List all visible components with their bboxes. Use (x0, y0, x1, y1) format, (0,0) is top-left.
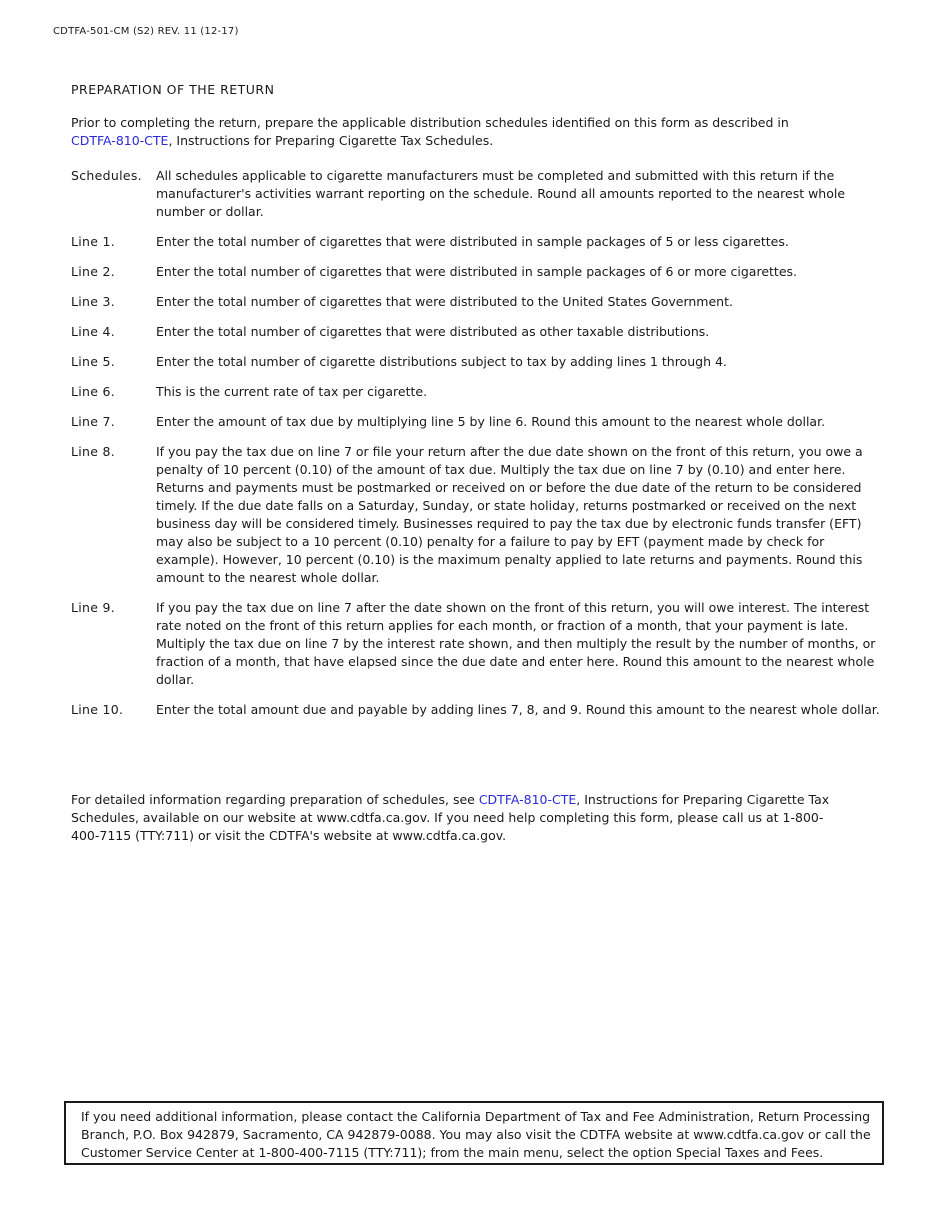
instruction-line-4 (71, 323, 881, 341)
instruction-text: This is the current rate of tax per cigarette. (156, 384, 428, 399)
instructions-list (71, 167, 881, 731)
intro-text-end: , Instructions for Preparing Cigarette Tax Schedules. (168, 133, 494, 148)
instruction-schedules (71, 167, 881, 221)
instruction-text: Enter the total number of cigarette distributions subject to tax by adding lines 1 through 4. (156, 354, 727, 369)
instruction-line-6 (71, 383, 881, 401)
intro-paragraph (71, 114, 831, 150)
instruction-label: Line 10. (71, 702, 124, 717)
instruction-label: Line 6. (71, 384, 116, 399)
footer-info-text: For detailed information regarding preparation of schedules, see (71, 792, 479, 807)
instruction-line-10 (71, 701, 881, 719)
instruction-line-1 (71, 233, 881, 251)
instruction-line-8 (71, 443, 881, 587)
section-title: PREPARATION OF THE RETURN (71, 82, 275, 97)
instruction-label: Line 7. (71, 414, 116, 429)
instruction-line-3 (71, 293, 881, 311)
footer-info-paragraph (71, 791, 851, 845)
intro-text: Prior to completing the return, prepare the applicable distribution schedules identified on this form as described in (71, 115, 789, 130)
instruction-line-9 (71, 599, 881, 689)
cdtfa-810-cte-link[interactable]: CDTFA-810-CTE (478, 792, 577, 807)
instruction-text: Enter the total number of cigarettes that were distributed in sample packages of 6 or more cigarettes. (156, 264, 797, 279)
instruction-label: Line 1. (71, 234, 116, 249)
footer-info-text-end: , Instructions for Preparing Cigarette Tax Schedules, available on our website at www.cdtfa.ca.gov. If you need help completing this form, please call us at 1-800-400-7115 (TTY:711) or visit the CDTFA's website at www.cdtfa.ca.gov. (71, 792, 830, 843)
cdtfa-810-cte-link[interactable]: CDTFA-810-CTE (71, 133, 169, 148)
instruction-label: Line 4. (71, 324, 116, 339)
instruction-label: Line 9. (71, 600, 116, 615)
instruction-label: Schedules. (71, 168, 142, 183)
instruction-text: All schedules applicable to cigarette manufacturers must be completed and submitted with this return if the manufacturer's activities warrant reporting on the schedule. Round all amounts reported to the nearest whole number or dollar. (156, 168, 846, 219)
instruction-text: If you pay the tax due on line 7 or file your return after the due date shown on the front of this return, you owe a penalty of 10 percent (0.10) of the amount of tax due. Multiply the tax due on line 7 by (0.10) and enter here. Returns and payments must be postmarked or received on or before the due date of the return to be considered timely. If the due date falls on a Saturday, Sunday, or state holiday, returns postmarked or received on the next business day will be considered timely. Businesses required to pay the tax due by electronic funds transfer (EFT) may also be subject to a 10 percent (0.10) penalty for a failure to pay by EFT (payment made by check for example). However, 10 percent (0.10) is the maximum penalty applied to late returns and payments. Round this amount to the nearest whole dollar. (156, 444, 863, 585)
contact-info-text: If you need additional information, please contact the California Department of Tax and Fee Administration, Return Processing Branch, P.O. Box 942879, Sacramento, CA 942879-0088. You may also visit the CDTFA website at www.cdtfa.ca.gov or call the Customer Service Center at 1-800-400-7115 (TTY:711); from the main menu, select the option Special Taxes and Fees. (81, 1109, 871, 1160)
instruction-label: Line 2. (71, 264, 116, 279)
form-id: CDTFA-501-CM (S2) REV. 11 (12-17) (53, 26, 239, 37)
instruction-text: Enter the total number of cigarettes that were distributed as other taxable distributions. (156, 324, 710, 339)
instruction-text: If you pay the tax due on line 7 after the date shown on the front of this return, you will owe interest. The interest rate noted on the front of this return applies for each month, or fraction of a month, that your payment is late. Multiply the tax due on line 7 by the interest rate shown, and then multiply the result by the number of months, or fraction of a month, that have elapsed since the due date and enter here. Round this amount to the nearest whole dollar. (156, 600, 876, 687)
contact-info-box (64, 1101, 884, 1165)
instruction-label: Line 3. (71, 294, 116, 309)
instruction-text: Enter the amount of tax due by multiplying line 5 by line 6. Round this amount to the nearest whole dollar. (156, 414, 826, 429)
instruction-label: Line 5. (71, 354, 116, 369)
instruction-text: Enter the total number of cigarettes that were distributed in sample packages of 5 or less cigarettes. (156, 234, 789, 249)
instruction-text: Enter the total amount due and payable by adding lines 7, 8, and 9. Round this amount to the nearest whole dollar. (156, 702, 880, 717)
instruction-text: Enter the total number of cigarettes that were distributed to the United States Government. (156, 294, 733, 309)
instruction-label: Line 8. (71, 444, 116, 459)
instruction-line-2 (71, 263, 881, 281)
instruction-line-7 (71, 413, 881, 431)
instruction-line-5 (71, 353, 881, 371)
